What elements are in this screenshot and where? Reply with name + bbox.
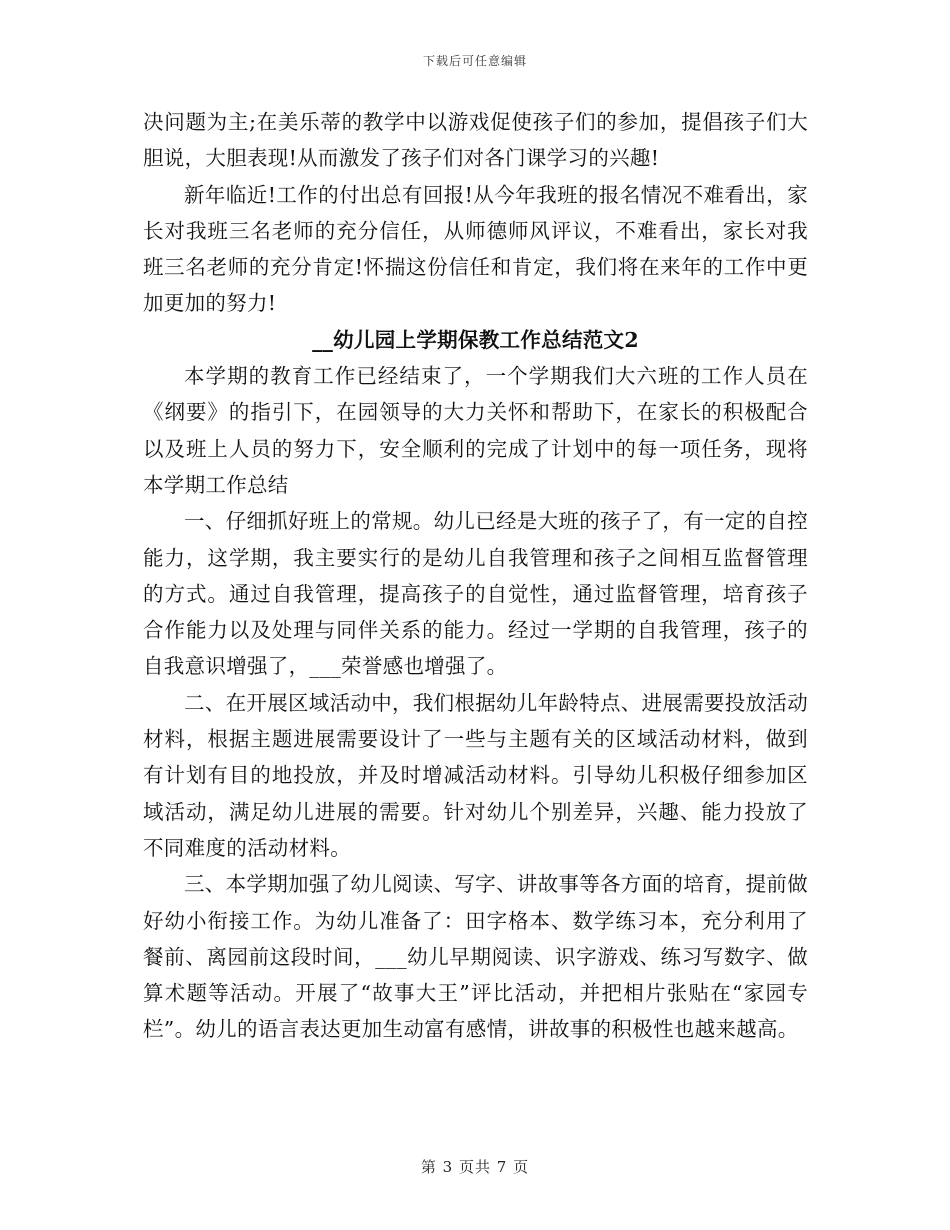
paragraph-item-1: 一、仔细抓好班上的常规。幼儿已经是大班的孩子了，有一定的自控能力，这学期，我主要实行的是幼儿自我管理和孩子之间相互监督管理的方式。通过自我管理，提高孩子的自觉性，通过监督管理，培育孩子合作能力以及处理与同伴关系的能力。经过一学期的自我管理，孩子的自我意识增强了，___荣誉感也增强了。 (143, 509, 808, 679)
document-body (143, 104, 808, 1048)
paragraph-new-year: 新年临近!工作的付出总有回报!从今年我班的报名情况不难看出，家长对我班三名老师的充分信任，从师德师风评议，不难看出，家长对我班三名老师的充分肯定!怀揣这份信任和肯定，我们将在来年的工作中更加更加的努力! (143, 182, 808, 316)
paragraph-continued: 决问题为主;在美乐蒂的教学中以游戏促使孩子们的参加，提倡孩子们大胆说，大胆表现!从而激发了孩子们对各门课学习的兴趣! (143, 110, 808, 171)
page-header: 下载后可任意编辑 (422, 54, 527, 68)
paragraph-item-3: 三、本学期加强了幼儿阅读、写字、讲故事等各方面的培育，提前做好幼小衔接工作。为幼儿准备了：田字格本、数学练习本，充分利用了餐前、离园前这段时间，___幼儿早期阅读、识字游戏、练习写数字、做算术题等活动。开展了“故事大王”评比活动，并把相片张贴在“家园专栏”。幼儿的语言表达更加生动富有感情，讲故事的积极性也越来越高。 (143, 872, 808, 1042)
page-number: 第 3 页共 7 页 (420, 1158, 530, 1176)
paragraph-item-2: 二、在开展区域活动中，我们根据幼儿年龄特点、进展需要投放活动材料，根据主题进展需要设计了一些与主题有关的区域活动材料，做到有计划有目的地投放，并及时增减活动材料。引导幼儿积极仔细参加区域活动，满足幼儿进展的需要。针对幼儿个别差异，兴趣、能力投放了不同难度的活动材料。 (143, 690, 808, 860)
paragraph-intro: 本学期的教育工作已经结束了，一个学期我们大六班的工作人员在《纲要》的指引下，在园领导的大力关怀和帮助下，在家长的积极配合以及班上人员的努力下，安全顺利的完成了计划中的每一项任务，现将本学期工作总结 (143, 364, 808, 497)
section-title: __幼儿园上学期保教工作总结范文2 (312, 327, 639, 352)
